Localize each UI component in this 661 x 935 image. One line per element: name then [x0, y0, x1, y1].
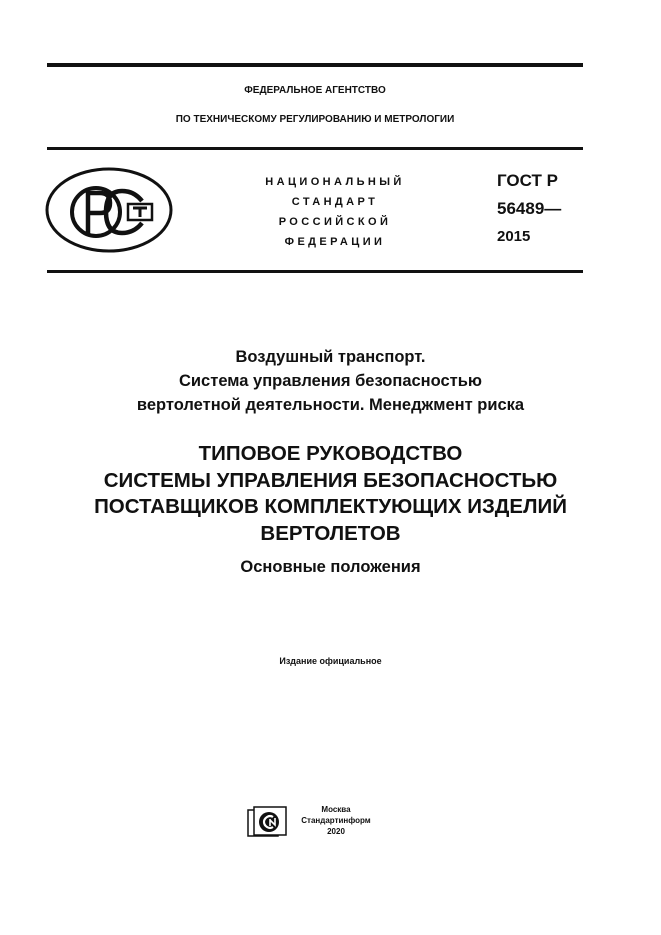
middle-rule [47, 147, 583, 150]
title-line-3: вертолетной деятельности. Менеджмент риска [136, 396, 525, 414]
standard-type-line-4: ФЕДЕРАЦИИ [284, 236, 386, 248]
standartinform-logo-icon [247, 806, 287, 838]
standard-type [240, 172, 430, 252]
top-rule [47, 63, 583, 67]
title-main-line-1: ТИПОВОЕ РУКОВОДСТВО [198, 442, 463, 465]
designation-year: 2015 [497, 228, 531, 245]
title-main-line-4: ВЕРТОЛЕТОВ [260, 521, 401, 545]
gost-r-certification-mark-icon [44, 167, 174, 253]
designation-number: 56489— [497, 199, 562, 218]
agency-name-line-2: ПО ТЕХНИЧЕСКОМУ РЕГУЛИРОВАНИЮ И МЕТРОЛОГИИ [175, 114, 455, 125]
bottom-rule [47, 270, 583, 273]
publisher-city: Москва [321, 805, 351, 814]
title-line-2: Система управления безопасностью [179, 372, 482, 390]
publisher-year: 2020 [327, 827, 345, 836]
edition-label: Издание официальное [279, 656, 382, 666]
document-title-main [20, 441, 641, 547]
document-title-general [20, 345, 641, 417]
title-line-1: Воздушный транспорт. [235, 348, 426, 366]
title-main-line-2: СИСТЕМЫ УПРАВЛЕНИЯ БЕЗОПАСНОСТЬЮ [103, 468, 558, 492]
designation-prefix: ГОСТ Р [497, 171, 558, 190]
standard-type-line-2: СТАНДАРТ [291, 196, 379, 208]
agency-name-line-1: ФЕДЕРАЛЬНОЕ АГЕНТСТВО [244, 85, 386, 96]
publisher-info [295, 804, 377, 837]
standard-designation [497, 167, 561, 251]
document-subtitle: Основные положения [240, 558, 421, 576]
publisher-name: Стандартинформ [301, 816, 371, 825]
standard-type-line-3: РОССИЙСКОЙ [278, 216, 392, 228]
title-main-line-3: ПОСТАВЩИКОВ КОМПЛЕКТУЮЩИХ ИЗДЕЛИЙ [94, 495, 567, 518]
standard-type-line-1: НАЦИОНАЛЬНЫЙ [265, 176, 405, 188]
